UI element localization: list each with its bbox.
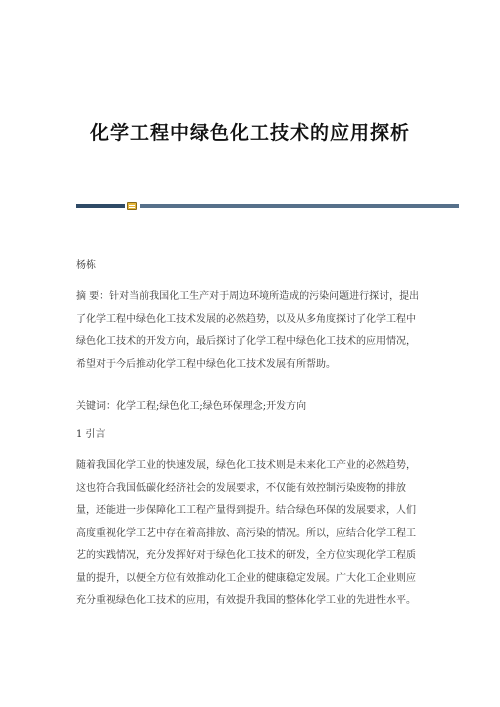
intro-paragraph (76, 455, 436, 613)
intro-line: 艺的实践情况，充分发挥好对于绿色化工技术的研发，全方位实现化学工程质 (76, 550, 416, 561)
abstract-line: 希望对于今后推动化学工程中绿色化工技术发展有所帮助。 (76, 358, 336, 370)
book-icon (127, 202, 137, 210)
abstract-line: 绿色化工技术的开发方向，最后探讨了化学工程中绿色化工技术的应用情况， (76, 336, 416, 347)
author-name: 杨栋 (76, 260, 96, 271)
section-heading: 1 引言 (76, 429, 106, 440)
intro-line: 充分重视绿色化工技术的应用，有效提升我国的整体化学工业的先进性水平。 (76, 595, 416, 606)
abstract-line: 了化学工程中绿色化工技术发展的必然趋势，以及从多角度探讨了化学工程中 (76, 313, 416, 325)
intro-line: 随着我国化学工业的快速发展，绿色化工技术则是未来化工产业的必然趋势， (76, 460, 416, 471)
intro-line: 量的提升，以便全方位有效推动化工企业的健康稳定发展。广大化工企业则应 (76, 572, 416, 584)
title-divider (76, 203, 459, 209)
keywords: 关键词：化学工程;绿色化工;绿色环保理念;开发方向 (76, 401, 307, 412)
divider-right-bar (140, 204, 459, 208)
intro-line: 这也符合我国低碳化经济社会的发展要求，不仅能有效控制污染废物的排放 (76, 482, 406, 494)
intro-line: 量，还能进一步保障化工工程产量得到提升。结合绿色环保的发展要求，人们 (76, 505, 416, 516)
document-title: 化学工程中绿色化工技术的应用探析 (89, 122, 410, 144)
abstract (76, 286, 436, 376)
divider-left-bar (76, 204, 125, 208)
abstract-line: 摘 要：针对当前我国化工生产对于周边环境所造成的污染问题进行探讨，提出 (76, 291, 420, 302)
intro-line: 高度重视化学工艺中存在着高排放、高污染的情况。所以，应结合化学工程工 (76, 527, 416, 539)
